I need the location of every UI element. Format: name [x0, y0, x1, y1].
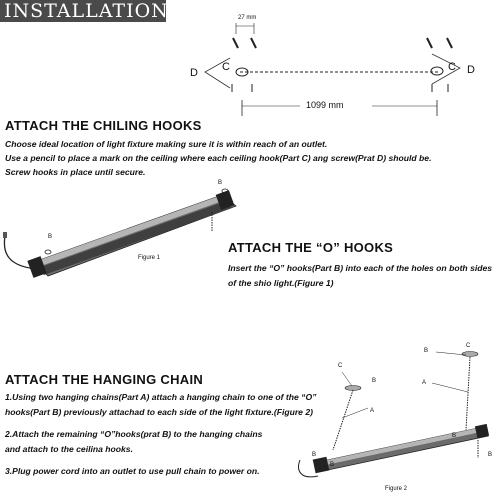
figure2-label-c-right: C	[466, 343, 471, 349]
figure2-label-a-right: A	[422, 380, 427, 386]
figure2-label-a-left: A	[370, 408, 375, 414]
figure1-label-b-left: B	[48, 234, 53, 240]
figure2-label-b-right-top: B	[424, 348, 429, 354]
section2-line-2: of the shio light.(Figure 1)	[228, 278, 334, 288]
installation-banner: INSTALLATION	[0, 0, 166, 22]
section1-line-3: Screw hooks in place until secure.	[5, 167, 146, 177]
section1-line-1: Choose ideal location of light fixture making sure it is within reach of an outlet.	[5, 139, 328, 149]
figure2-label-b-bottom-mid: B	[330, 462, 335, 468]
figure2-label-b-right-mid: B	[452, 433, 457, 439]
label-c-right: C	[448, 61, 456, 73]
figure2-label-c-left: C	[338, 363, 343, 369]
label-d-left: D	[190, 67, 198, 79]
section3-line-4: and attach to the ceilina hooks.	[5, 444, 133, 454]
figure1-label-b-top: B	[218, 180, 223, 186]
section3-line-1: 1.Using two hanging chains(Part A) attach a hanging chain to one of the “O”	[5, 392, 317, 402]
length-dimension-label: 1099 mm	[306, 100, 344, 110]
figure-2-caption: Figure 2	[385, 486, 408, 492]
label-c-left: C	[222, 61, 230, 73]
label-d-right: D	[467, 64, 475, 76]
figure2-label-b-bottom-left: B	[312, 452, 317, 458]
section2-line-1: Insert the “O” hooks(Part B) into each of the holes on both sides	[228, 263, 493, 273]
figure2-label-b-left-top: B	[372, 378, 377, 384]
section-heading-ceiling-hooks: ATTACH THE CHILING HOOKS	[5, 118, 202, 133]
section-heading-o-hooks: ATTACH THE “O” HOOKS	[228, 240, 394, 255]
section-heading-hanging-chain: ATTACH THE HANGING CHAIN	[5, 372, 204, 387]
section3-line-3: 2.Attach the remaining “O”hooks(prat B) to the hanging chains	[5, 429, 263, 439]
figure-1-caption: Figure 1	[138, 255, 161, 261]
section3-line-5: 3.Plug power cord into an outlet to use pull chain to power on.	[5, 466, 260, 476]
section3-line-2: hooks(Part B) previously attachad to each side of the light fixture.(Figure 2)	[5, 407, 313, 417]
figure2-label-b-right-end: B	[488, 452, 493, 458]
section1-line-2: Use a pencil to place a mark on the ceiling where each ceiling hook(Part C) ang screw(Prat D) should be.	[5, 153, 432, 163]
gap-dimension-label: 27 mm	[238, 15, 257, 21]
